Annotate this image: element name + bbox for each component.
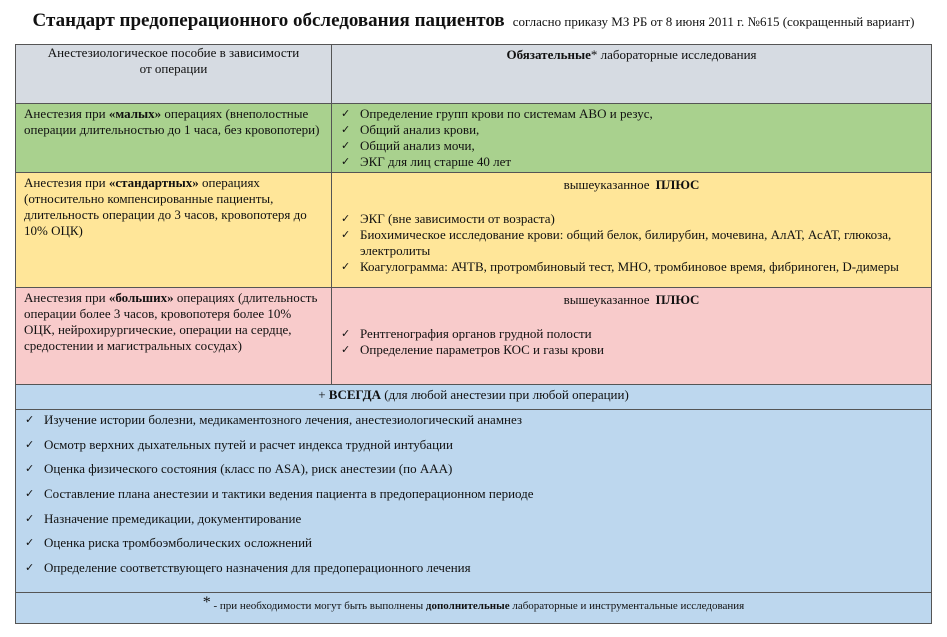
list-item: ✓ Определение параметров КОС и газы крови: [341, 342, 604, 357]
list-item: ✓ Составление плана анестезии и тактики ведения пациента в предоперационном периоде: [25, 486, 534, 502]
title-subtitle: согласно приказу МЗ РБ от 8 июня 2011 г. №615 (сокращенный вариант): [512, 14, 915, 29]
list-item: ✓ Оценка физического состояния (класс по ASA), риск анестезии (по AAA): [25, 461, 453, 477]
list-item: ✓ Определение групп крови по системам АВО и резус,: [341, 106, 653, 121]
table-header-row: [16, 45, 932, 104]
check-icon: ✓: [25, 462, 35, 476]
lab-list-major: [332, 288, 932, 385]
list-item: ✓ Общий анализ крови,: [341, 122, 480, 137]
title-main: Стандарт предоперационного обследования пациентов: [32, 10, 505, 31]
always-header: + ВСЕГДА (для любой анестезии при любой операции): [16, 385, 932, 410]
check-icon: ✓: [341, 123, 351, 136]
check-icon: ✓: [341, 260, 351, 273]
list-item: ✓ ЭКГ для лиц старше 40 лет: [341, 154, 512, 169]
header-anesthesia-column: Анестезиологическое пособие в зависимости от операции: [16, 45, 332, 104]
footnote-row: [16, 593, 932, 624]
anesthesia-type-standard: Анестезия при «стандартных» операциях (относительно компенсированные пациенты, длительность операции до 3 часов, кровопотеря до 10% ОЦК): [16, 173, 332, 288]
check-icon: ✓: [341, 107, 351, 120]
footnote-bold: дополнительные: [425, 600, 510, 612]
check-icon: ✓: [341, 327, 351, 340]
anesthesia-type-major: Анестезия при «больших» операциях (длительность операции более 3 часов, кровопотеря более 10% ОЦК, нейрохирургические, операции на сердце, средостении и магистральных сосудах): [16, 288, 332, 385]
list-item: ✓ Оценка риска тромбоэмболических осложнений: [25, 535, 313, 551]
table-row-minor: [16, 104, 932, 173]
header-lab-label: * лабораторные исследования: [590, 47, 757, 62]
check-icon: ✓: [25, 487, 35, 501]
check-icon: ✓: [25, 437, 35, 451]
check-icon: ✓: [341, 139, 351, 152]
list-item: ✓ Определение соответствующего назначения для предоперационного лечения: [25, 560, 471, 576]
check-icon: ✓: [25, 413, 35, 426]
always-list-row: [16, 410, 932, 593]
list-item: ✓ Осмотр верхних дыхательных путей и расчет индекса трудной интубации: [25, 436, 453, 452]
header-mandatory-label: Обязательные: [506, 47, 591, 62]
lab-list-standard: [332, 173, 932, 288]
always-header-row: [16, 385, 932, 410]
anesthesia-type-minor: Анестезия при «малых» операциях (внеполостные операции длительностью до 1 часа, без кровопотери): [16, 104, 332, 173]
check-icon: ✓: [341, 212, 351, 225]
quoted-label: «стандартных»: [108, 175, 199, 190]
check-icon: ✓: [341, 343, 351, 356]
list-item: ✓ Изучение истории болезни, медикаментозного лечения, анестезиологический анамнез: [25, 412, 523, 427]
check-icon: ✓: [341, 155, 351, 168]
quoted-label: «малых»: [108, 106, 162, 121]
check-icon: ✓: [25, 511, 35, 525]
footnote: * - при необходимости могут быть выполнены дополнительные лабораторные и инструментальные исследования: [16, 593, 932, 624]
document-title: [0, 10, 947, 32]
list-item: ✓ Назначение премедикации, документирование: [25, 510, 302, 526]
list-item: ✓ Общий анализ мочи,: [341, 138, 475, 153]
plus-line: вышеуказанное ПЛЮС: [563, 292, 700, 307]
list-item: ✓ Рентгенография органов грудной полости: [341, 326, 592, 341]
always-list-cell: [16, 410, 932, 593]
check-icon: ✓: [25, 536, 35, 550]
table-row-major: [16, 288, 932, 385]
check-icon: ✓: [25, 561, 35, 575]
list-item: ✓ Коагулограмма: АЧТВ, протромбиновый тест, МНО, тромбиновое время, фибриноген, D-димеры: [341, 259, 899, 274]
table-row-standard: [16, 173, 932, 288]
lab-list-minor: [332, 104, 932, 173]
quoted-label: «больших»: [108, 290, 174, 305]
check-icon: ✓: [341, 228, 351, 241]
footnote-star: *: [202, 594, 211, 611]
header-lab-column: [332, 45, 932, 104]
always-label: ВСЕГДА: [328, 387, 381, 402]
list-item: ✓ ЭКГ (вне зависимости от возраста): [341, 211, 555, 226]
standard-table: [15, 44, 932, 624]
plus-line: вышеуказанное ПЛЮС: [563, 177, 700, 192]
list-item: ✓ Биохимическое исследование крови: общий белок, билирубин, мочевина, АлАТ, АсАТ, глюкоза, электролиты: [341, 227, 892, 258]
